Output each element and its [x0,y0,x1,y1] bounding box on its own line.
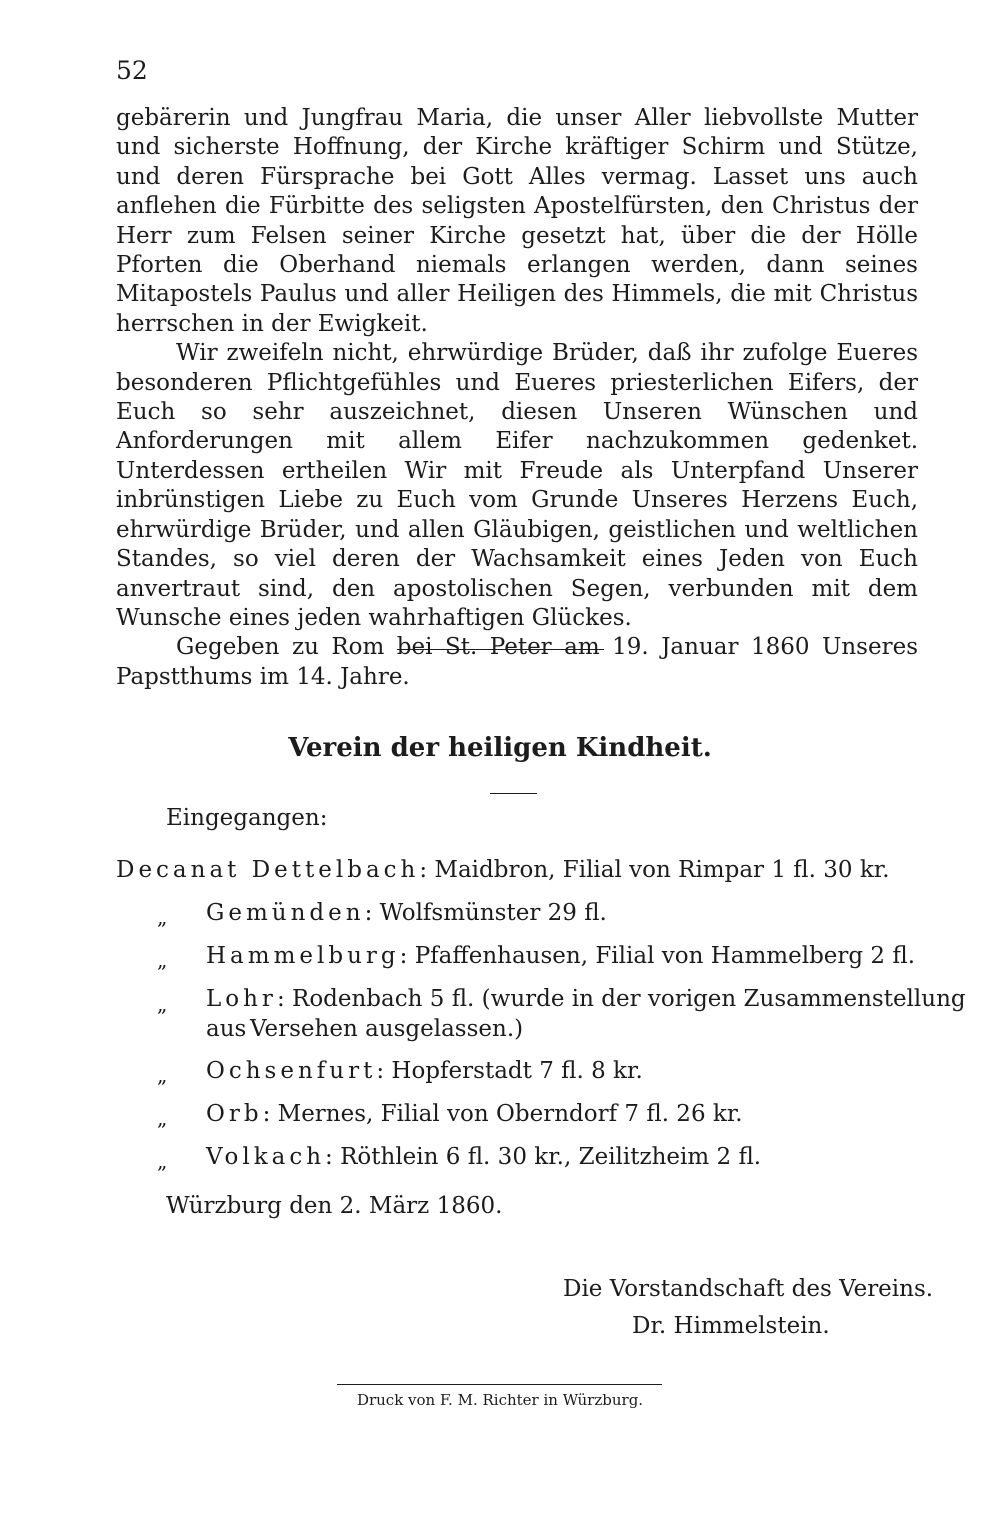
heading-underline [490,793,537,794]
signature-name-text: Dr. Himmelstein. [632,1313,830,1339]
colon: : [399,943,415,969]
body-paragraph: Gegeben zu Rom bei St. Peter am 19. Januar 1860 Unseres Papstthums im 14. Jahre. [116,634,918,690]
entry-row [206,941,915,971]
entry-row [206,1099,743,1129]
section-divider [397,649,604,650]
colon: : [276,986,292,1012]
ditto-mark: „ [157,992,168,1016]
entry-details: Hopferstadt 7 fl. 8 kr. [391,1058,643,1084]
section-heading: Verein der heiligen Kindheit. [288,733,712,763]
colon: : [262,1101,278,1127]
entry-row [206,898,607,928]
entry-details: Röthlein 6 fl. 30 kr., Zeilitzheim 2 fl. [340,1144,762,1170]
colon: : [419,857,435,883]
entry-row [116,855,890,885]
entry-row [206,1056,643,1086]
entry-details: Maidbron, Filial von Rimpar 1 fl. 30 kr. [434,857,890,883]
colon: : [376,1058,392,1084]
signature-organization: Die Vorstandschaft des Vereins. [563,1276,934,1302]
ditto-mark: „ [157,1106,168,1130]
entry-details: Pfaffenhausen, Filial von Hammelberg 2 fl. [414,943,916,969]
ditto-mark: „ [157,948,168,972]
deanery-name: Lohr [206,986,277,1012]
entry-details: Wolfsmünster 29 fl. [379,900,607,926]
letter-body [116,104,918,692]
deanery-name: Orb [206,1101,263,1127]
deanery-name: Hammelburg [206,943,400,969]
footer-divider [337,1384,662,1385]
colon: : [325,1144,341,1170]
received-label: Eingegangen: [166,805,328,831]
body-paragraph: gebärerin und Jungfrau Maria, die unser Aller liebvollste Mutter und sicherste Hoffnung, der Kirche kräftiger Schirm und Stütze, und deren Fürsprache bei Gott Alles vermag. Lasset uns auch anflehen die Fürbitte des seligsten Apostelfürsten, den Christus der Herr zum Felsen seiner Kirche gesetzt hat, über die der Hölle Pforten die Oberhand niemals erlangen werden, dann seines Mitapostels Paulus und aller Heiligen des Himmels, die mit Christus herrschen in der Ewigkeit. [116,105,918,337]
ditto-mark: „ [157,1149,168,1173]
deanery-name: Ochsenfurt [206,1058,377,1084]
entry-details: Rodenbach 5 fl. (wurde in der vorigen Zusammenstellung aus [206,986,966,1042]
body-paragraph: Wir zweifeln nicht, ehrwürdige Brüder, daß ihr zufolge Eueres besonderen Pflichtgefühles und Eueres priesterlichen Eifers, der Euch so sehr auszeichnet, diesen Unseren Wünschen und Anforderungen mit allem Eifer nachzukommen gedenket. Unterdessen ertheilen Wir mit Freude als Unterpfand Unserer inbrünstigen Liebe zu Euch vom Grunde Unseres Herzens Euch, ehrwürdige Brüder, und allen Gläubigen, geistlichen und weltlichen Standes, so viel deren der Wachsamkeit eines Jeden von Euch anvertraut sind, den apostolischen Segen, verbunden mit dem Wunsche eines jeden wahrhaftigen Glückes. [116,340,918,631]
signature-name [632,1313,830,1339]
deanery-name: Volkach [206,1144,326,1170]
ditto-mark: „ [157,1063,168,1087]
page-number: 52 [116,56,148,85]
deanery-name: Decanat Dettelbach [116,857,420,883]
colon: : [364,900,380,926]
date-line: Würzburg den 2. März 1860. [166,1193,503,1219]
printer-imprint: Druck von F. M. Richter in Würzburg. [356,1391,644,1409]
entry-row [206,1142,761,1172]
ditto-mark: „ [157,905,168,929]
entry-details: Mernes, Filial von Oberndorf 7 fl. 26 kr. [277,1101,743,1127]
entry-continuation: Versehen ausgelassen.) [250,1016,524,1042]
deanery-name: Gemünden [206,900,365,926]
